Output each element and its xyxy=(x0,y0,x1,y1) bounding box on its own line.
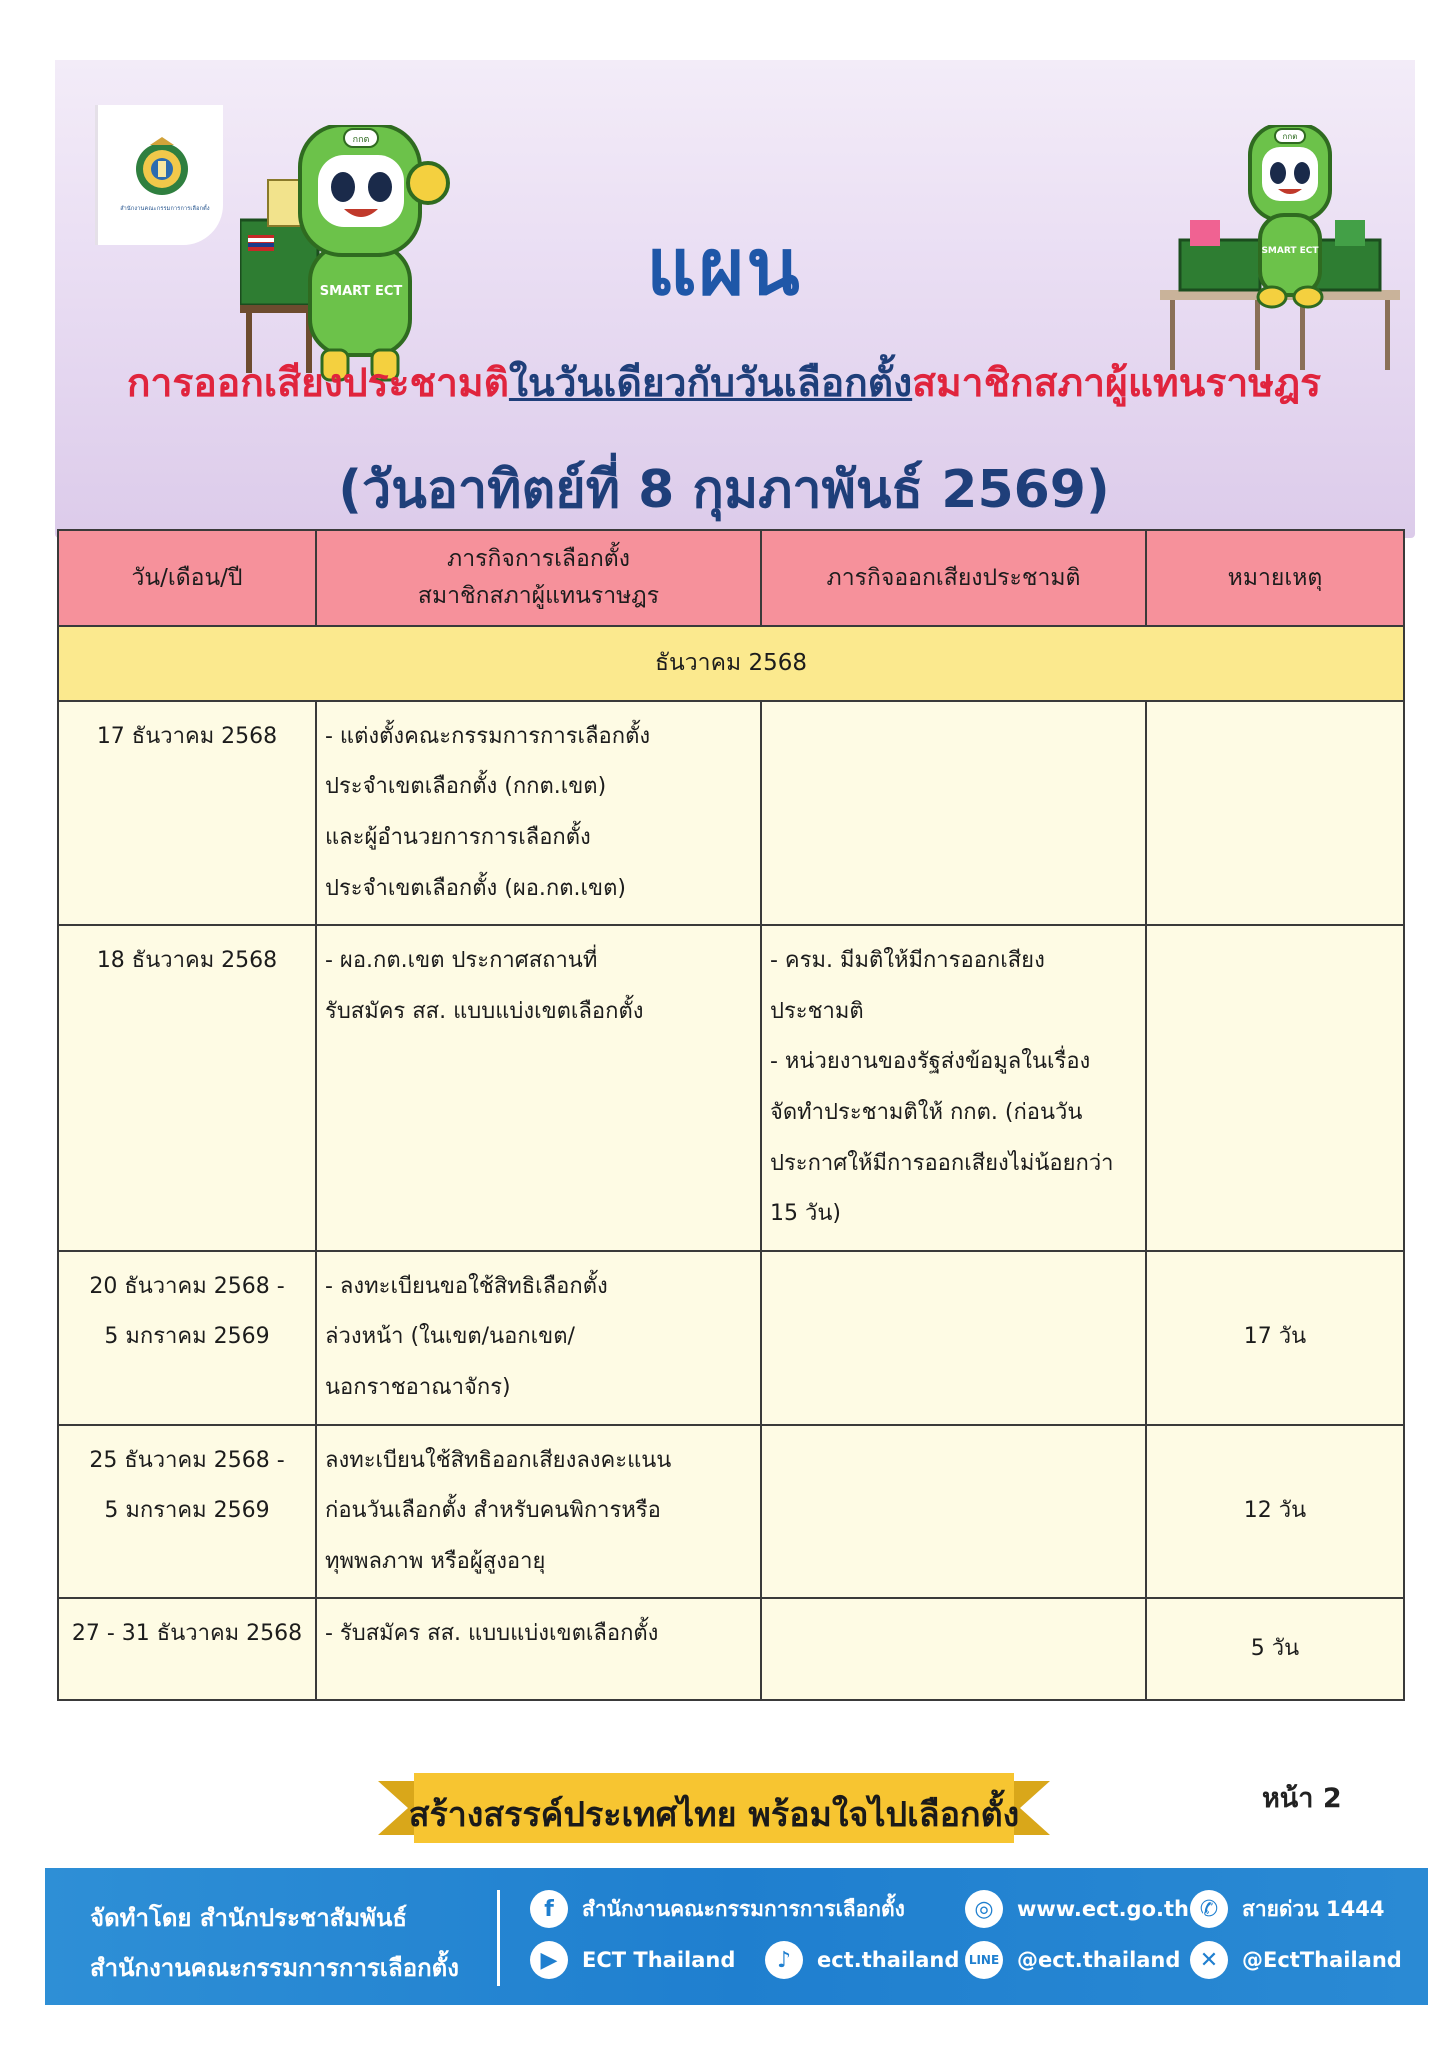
line-label: @ect.thailand xyxy=(1017,1948,1181,1972)
footer xyxy=(45,1868,1428,2005)
page-title: แผน xyxy=(646,223,802,313)
row-note xyxy=(1146,925,1404,1251)
row-election: - แต่งตั้งคณะกรรมการการเลือกตั้ง ประจำเขตเลือกตั้ง (กกต.เขต) และผู้อำนวยการการเลือกตั้ง ประจำเขตเลือกตั้ง (ผอ.กต.เขต) xyxy=(316,701,761,925)
table-row xyxy=(58,1425,1404,1599)
row-election: ลงทะเบียนใช้สิทธิออกเสียงลงคะแนน ก่อนวันเลือกตั้ง สำหรับคนพิการหรือ ทุพพลภาพ หรือผู้สูงอายุ xyxy=(316,1425,761,1599)
row-referendum xyxy=(761,1598,1146,1700)
row-referendum: - ครม. มีมติให้มีการออกเสียง ประชามติ - หน่วยงานของรัฐส่งข้อมูลในเรื่อง จัดทำประชามติให้ กกต. (ก่อนวัน ประกาศให้มีการออกเสียงไม่น้อยกว่า 15 วัน) xyxy=(761,925,1146,1251)
tiktok-icon: ♪ xyxy=(765,1941,803,1979)
row-election: - ผอ.กต.เขต ประกาศสถานที่ รับสมัคร สส. แบบแบ่งเขตเลือกตั้ง xyxy=(316,925,761,1251)
hotline-label: สายด่วน 1444 xyxy=(1242,1896,1385,1921)
row-referendum xyxy=(761,1425,1146,1599)
footer-x[interactable] xyxy=(1190,1941,1402,1979)
table-row xyxy=(58,925,1404,1251)
row-date: 27 - 31 ธันวาคม 2568 xyxy=(58,1598,316,1700)
mascot-left-shirt: SMART ECT xyxy=(319,284,403,299)
footer-divider xyxy=(497,1890,500,1986)
x-label: @EctThailand xyxy=(1242,1948,1402,1972)
row-referendum xyxy=(761,701,1146,925)
mascot-left-badge: กกต xyxy=(352,135,370,145)
mascot-right-badge: กกต xyxy=(1282,132,1298,141)
slogan-text: สร้างสรรค์ประเทศไทย พร้อมใจไปเลือกตั้ง xyxy=(408,1795,1020,1835)
table-row xyxy=(58,1251,1404,1425)
youtube-play-icon: ▶ xyxy=(530,1941,568,1979)
footer-org-line1: จัดทำโดย สำนักประชาสัมพันธ์ xyxy=(90,1904,408,1932)
line-icon: LINE xyxy=(965,1941,1003,1979)
subtitle-part2: ในวันเดียวกับวันเลือกตั้ง xyxy=(508,361,913,406)
table-row xyxy=(58,701,1404,925)
row-date: 17 ธันวาคม 2568 xyxy=(58,701,316,925)
header-date: วัน/เดือน/ปี xyxy=(58,530,316,626)
month-label: ธันวาคม 2568 xyxy=(58,626,1404,701)
footer-line[interactable] xyxy=(965,1941,1180,1979)
header-election-line2: สมาชิกสภาผู้แทนราษฎร xyxy=(417,583,660,609)
header-referendum: ภารกิจออกเสียงประชามติ xyxy=(761,530,1146,626)
mascot-right-shirt: SMART ECT xyxy=(1261,246,1319,256)
logo-caption: สำนักงานคณะกรรมการการเลือกตั้ง xyxy=(120,206,210,212)
x-icon: ✕ xyxy=(1190,1941,1228,1979)
header-note: หมายเหตุ xyxy=(1146,530,1404,626)
phone-icon: ✆ xyxy=(1190,1890,1228,1928)
table-row xyxy=(58,1598,1404,1700)
row-note: 5 วัน xyxy=(1146,1598,1404,1700)
subtitle-part3: สมาชิกสภาผู้แทนราษฎร xyxy=(912,361,1322,406)
row-election: - ลงทะเบียนขอใช้สิทธิเลือกตั้ง ล่วงหน้า (ในเขต/นอกเขต/ นอกราชอาณาจักร) xyxy=(316,1251,761,1425)
schedule-table xyxy=(57,529,1405,1701)
subtitle xyxy=(0,352,1448,414)
row-date: 18 ธันวาคม 2568 xyxy=(58,925,316,1251)
globe-icon: ◎ xyxy=(965,1890,1003,1928)
footer-facebook[interactable] xyxy=(530,1890,905,1928)
page-number: หน้า 2 xyxy=(1262,1783,1342,1814)
tiktok-label: ect.thailand xyxy=(817,1948,960,1972)
row-note xyxy=(1146,701,1404,925)
footer-hotline[interactable] xyxy=(1190,1890,1384,1928)
slogan-banner xyxy=(378,1773,1050,1843)
election-date: (วันอาทิตย์ที่ 8 กุมภาพันธ์ 2569) xyxy=(338,460,1110,520)
row-date: 20 ธันวาคม 2568 - 5 มกราคม 2569 xyxy=(58,1251,316,1425)
header-election-line1: ภารกิจการเลือกตั้ง xyxy=(447,546,630,573)
month-row xyxy=(58,626,1404,701)
row-date: 25 ธันวาคม 2568 - 5 มกราคม 2569 xyxy=(58,1425,316,1599)
header-election xyxy=(316,530,761,626)
footer-website[interactable] xyxy=(965,1890,1189,1928)
table-header-row xyxy=(58,530,1404,626)
row-note: 12 วัน xyxy=(1146,1425,1404,1599)
subtitle-part1: การออกเสียงประชามติ xyxy=(126,361,509,406)
row-referendum xyxy=(761,1251,1146,1425)
facebook-icon: f xyxy=(530,1890,568,1928)
footer-org-line2: สำนักงานคณะกรรมการการเลือกตั้ง xyxy=(90,1954,459,1982)
footer-tiktok[interactable] xyxy=(765,1941,959,1979)
footer-youtube[interactable] xyxy=(530,1941,735,1979)
youtube-label: ECT Thailand xyxy=(582,1948,736,1972)
row-note: 17 วัน xyxy=(1146,1251,1404,1425)
website-label: www.ect.go.th xyxy=(1017,1897,1189,1921)
ect-seal-icon xyxy=(132,135,192,199)
facebook-label: สำนักงานคณะกรรมการการเลือกตั้ง xyxy=(582,1896,905,1921)
row-election: - รับสมัคร สส. แบบแบ่งเขตเลือกตั้ง xyxy=(316,1598,761,1700)
